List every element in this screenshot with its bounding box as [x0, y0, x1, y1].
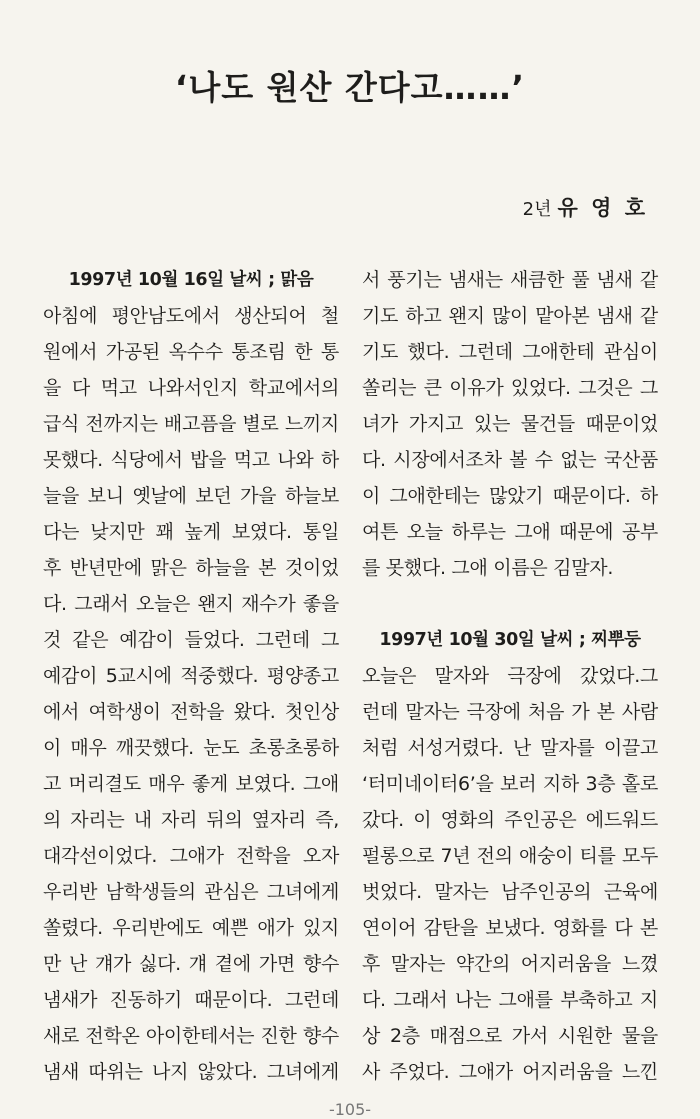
- author-byline: [523, 192, 648, 222]
- text-line: 다는 낮지만 꽤 높게 보였다. 통일: [43, 521, 339, 543]
- text-line: 만 난 걔가 싫다. 걔 곁에 가면 향수: [43, 953, 339, 975]
- text-line: 에서 여학생이 전학을 왔다. 첫인상: [43, 701, 339, 723]
- diary-entry-date: 1997년 10월 30일 날씨 ; 찌뿌둥: [379, 630, 641, 650]
- text-line: 을 다 먹고 나와서인지 학교에서의: [43, 377, 339, 399]
- text-line: 녀가 가지고 있는 물건들 때문이었: [362, 413, 658, 435]
- text-line: 못했다. 식당에서 밥을 먹고 나와 하: [43, 449, 339, 471]
- text-line: 고 머리결도 매우 좋게 보였다. 그애: [43, 773, 339, 795]
- text-line: 다. 그래서 오늘은 왠지 재수가 좋을: [43, 593, 339, 615]
- text-line: 대각선이었다. 그애가 전학을 오자: [43, 845, 339, 867]
- text-line: 벗었다. 말자는 남주인공의 근육에: [362, 881, 658, 903]
- text-line: 여튼 오늘 하루는 그애 때문에 공부: [362, 521, 658, 543]
- paragraph-spacer: [362, 586, 658, 622]
- text-line: 이 매우 깨끗했다. 눈도 초롱초롱하: [43, 737, 339, 759]
- text-line: 후 반년만에 맑은 하늘을 본 것이었: [43, 557, 339, 579]
- text-line: 기도 하고 왠지 많이 맡아본 냄새 같: [362, 305, 658, 327]
- text-line: 급식 전까지는 배고픔을 별로 느끼지: [43, 413, 339, 435]
- text-line: 것 같은 예감이 들었다. 그런데 그: [43, 629, 339, 651]
- text-line: 서 풍기는 냄새는 새큼한 풀 냄새 같: [362, 269, 658, 291]
- text-line: 연이어 감탄을 보냈다. 영화를 다 본: [362, 917, 658, 939]
- text-line: 냄새 따위는 나지 않았다. 그녀에게: [43, 1061, 339, 1083]
- text-line: 쏠렸다. 우리반에도 예쁜 애가 있지: [43, 917, 339, 939]
- text-line: 의 자리는 내 자리 뒤의 옆자리 즉,: [43, 809, 339, 831]
- text-line: 펄롱으로 7년 전의 애숭이 티를 모두: [362, 845, 658, 867]
- text-line: 오늘은 말자와 극장에 갔었다.그: [362, 665, 658, 687]
- text-line: 다. 그래서 나는 그애를 부축하고 지: [362, 989, 658, 1011]
- right-text-column: [362, 262, 658, 1090]
- left-text-column: [43, 262, 339, 1090]
- text-line: 이 그애한테는 많았기 때문이다. 하: [362, 485, 658, 507]
- text-line: 우리반 남학생들의 관심은 그녀에게: [43, 881, 339, 903]
- text-line: 를 못했다. 그애 이름은 김말자.: [362, 557, 614, 579]
- diary-entry-date: 1997년 10월 16일 날씨 ; 맑음: [68, 270, 314, 290]
- text-line: 처럼 서성거렸다. 난 말자를 이끌고: [362, 737, 658, 759]
- text-line: 예감이 5교시에 적중했다. 평양종고: [43, 665, 339, 687]
- page-number: -105-: [328, 1100, 372, 1119]
- text-line: 냄새가 진동하기 때문이다. 그런데: [43, 989, 339, 1011]
- text-line: 원에서 가공된 옥수수 통조림 한 통: [43, 341, 339, 363]
- text-line: 사 주었다. 그애가 어지러움을 느낀: [362, 1061, 658, 1083]
- text-line: 쏠리는 큰 이유가 있었다. 그것은 그: [362, 377, 658, 399]
- text-line: 아침에 평안남도에서 생산되어 철: [43, 305, 339, 327]
- text-line: 늘을 보니 옛날에 보던 가을 하늘보: [43, 485, 339, 507]
- article-title: ‘나도 원산 간다고……’: [174, 68, 526, 107]
- author-name: 유 영 호: [557, 196, 648, 220]
- text-line: 상 2층 매점으로 가서 시원한 물을: [362, 1025, 658, 1047]
- text-line: ‘터미네이터6’을 보러 지하 3층 홀로: [362, 773, 658, 795]
- text-line: 갔다. 이 영화의 주인공은 에드워드: [362, 809, 658, 831]
- text-line: 기도 했다. 그런데 그애한테 관심이: [362, 341, 658, 363]
- text-line: 새로 전학온 아이한테서는 진한 향수: [43, 1025, 339, 1047]
- text-line: 후 말자는 약간의 어지러움을 느꼈: [362, 953, 658, 975]
- text-line: 런데 말자는 극장에 처음 가 본 사람: [362, 701, 658, 723]
- text-line: 다. 시장에서조차 볼 수 없는 국산품: [362, 449, 658, 471]
- author-grade: 2년: [522, 199, 552, 220]
